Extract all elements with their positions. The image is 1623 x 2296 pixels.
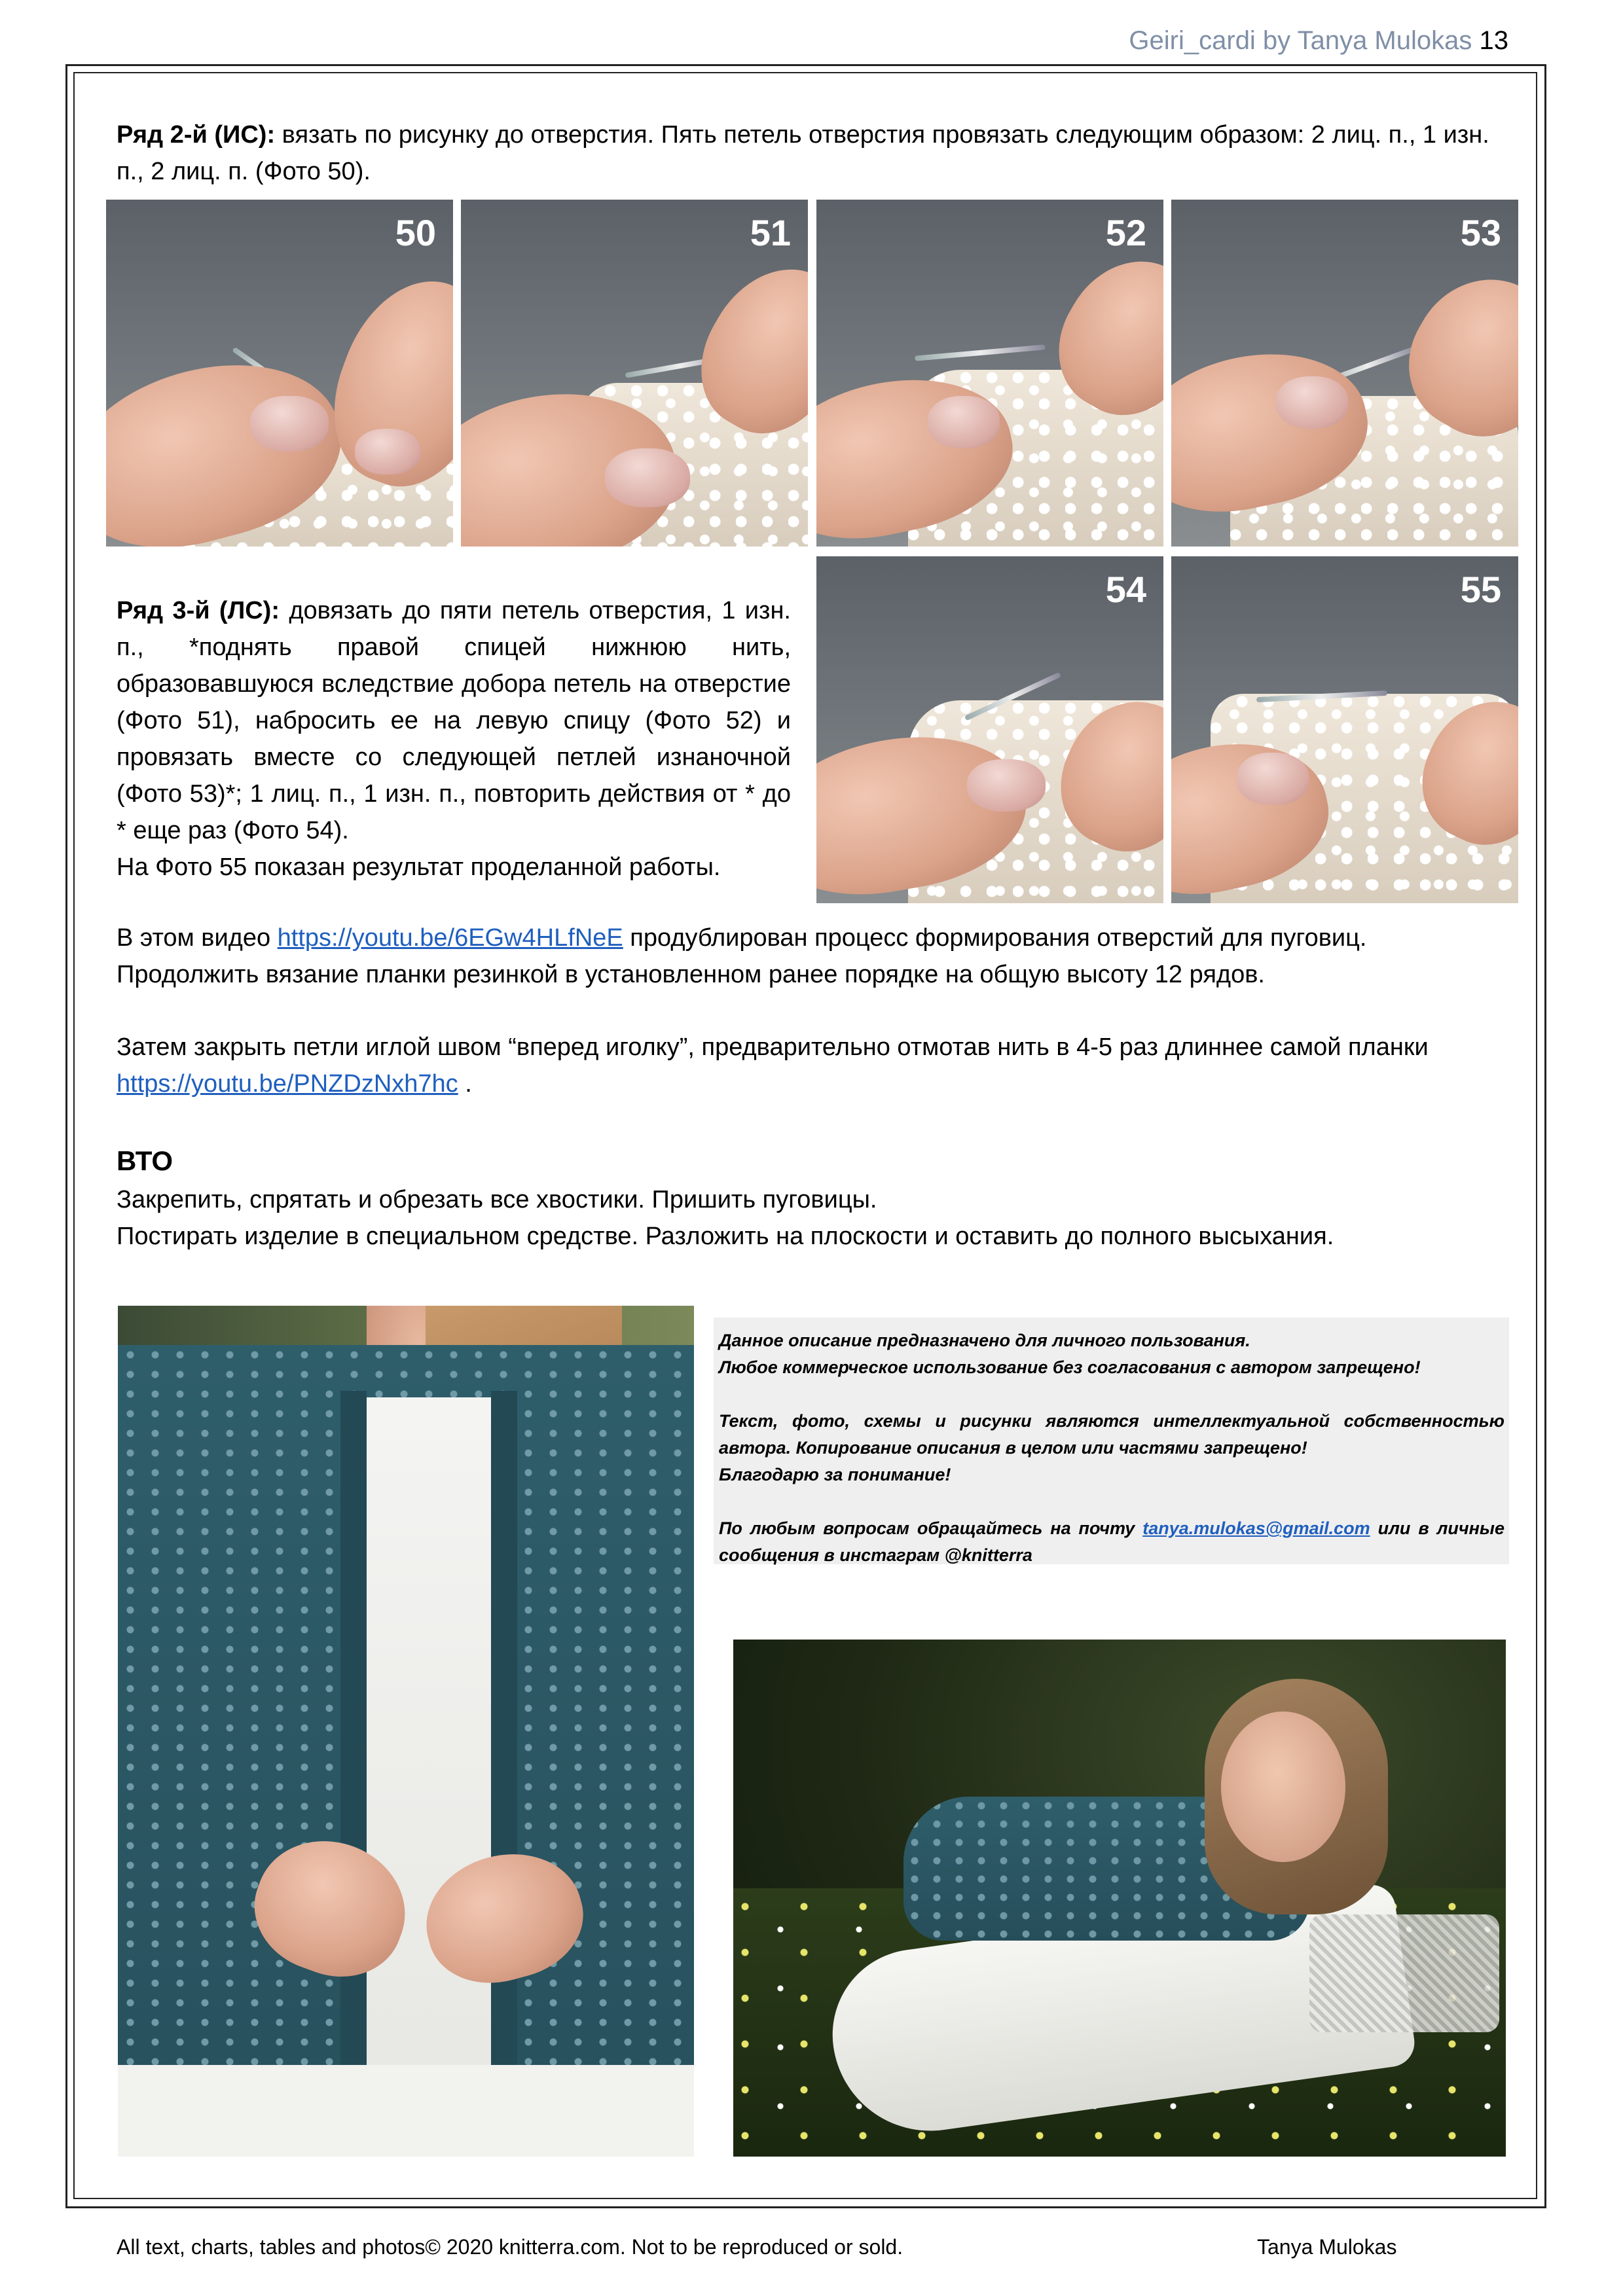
video-paragraph <box>117 920 1518 993</box>
row3-result: На Фото 55 показан результат проделанной работы. <box>117 853 721 881</box>
notice-line-5b: или в личные сообщения в инстаграм @knitterra <box>719 1518 1504 1565</box>
photo-53 <box>1171 200 1518 547</box>
finishing-paragraph <box>117 1181 1518 1255</box>
fingernail <box>250 396 329 452</box>
page-header <box>1129 26 1508 56</box>
button-band <box>340 1391 367 2157</box>
email-link[interactable]: tanya.mulokas@gmail.com <box>1142 1518 1370 1538</box>
row2-text: вязать по рисунку до отверстия. Пять петель отверстия провязать следующим образом: 2 лиц. п., 1 изн. п., 2 лиц. п. (Фото 50). <box>117 121 1489 185</box>
photo-number: 54 <box>1105 569 1146 610</box>
row3-paragraph <box>117 592 791 849</box>
photo-number: 55 <box>1460 569 1501 610</box>
header-title: Geiri_cardi by Tanya Mulokas <box>1129 26 1472 55</box>
lace-shawl <box>1309 1914 1499 2032</box>
notice-line-2: Любое коммерческое использование без согласования с автором запрещено! <box>719 1357 1421 1377</box>
notice-line-4: Благодарю за понимание! <box>719 1465 951 1484</box>
fingernail <box>1276 376 1348 429</box>
notice-line-5 <box>719 1515 1504 1569</box>
button-band <box>491 1391 517 2157</box>
row3-text: довязать до пяти петель отверстия, 1 изн. п., *поднять правой спицей нижнюю нить, образовавшуюся вследствие добора петель на отверстие (Фото 51), набросить ее на левую спицу (Фото 52) и провязать вместе со следующей петлей изнаночной (Фото 53)*; 1 лиц. п., 1 изн. п., повторить действия от * до * еще раз (Фото 54). <box>117 597 791 844</box>
video-before: В этом видео <box>117 924 278 952</box>
photo-50 <box>106 200 453 547</box>
video-link-2[interactable]: https://youtu.be/PNZDzNxh7hc <box>117 1070 458 1098</box>
woman-on-grass-photo <box>733 1640 1506 2157</box>
cardigan-front-photo <box>118 1306 694 2157</box>
photo-number: 52 <box>1105 212 1146 253</box>
fingernail <box>605 448 690 507</box>
fingernail <box>355 429 420 475</box>
photo-55 <box>1171 556 1518 903</box>
video-after: продублирован процесс формирования отверстий для пуговиц. <box>623 924 1367 952</box>
notice-line-5a: По любым вопросам обращайтесь на почту <box>719 1518 1143 1538</box>
photo-52 <box>816 200 1163 547</box>
skirt <box>118 2065 694 2157</box>
notice-line-3: Текст, фото, схемы и рисунки являются интеллектуальной собственностью автора. Копирование описания в целом или частями запрещено! <box>719 1411 1504 1458</box>
photo-number: 51 <box>750 212 791 253</box>
close-paragraph <box>117 1029 1518 1102</box>
photo-number: 53 <box>1460 212 1501 253</box>
knitting-needle <box>915 344 1046 361</box>
face <box>1221 1712 1345 1862</box>
row2-paragraph <box>117 117 1511 190</box>
row3-label: Ряд 3-й (ЛС): <box>117 597 280 624</box>
row2-label: Ряд 2-й (ИС): <box>117 121 276 149</box>
notice-line-1: Данное описание предназначено для личного пользования. <box>719 1331 1250 1350</box>
notice-text <box>719 1327 1504 1569</box>
finishing-line-1: Закрепить, спрятать и обрезать все хвостики. Пришить пуговицы. <box>117 1186 877 1213</box>
white-dress <box>360 1397 504 2157</box>
photo-54 <box>816 556 1163 903</box>
video-link-1[interactable]: https://youtu.be/6EGw4HLfNeE <box>277 924 623 952</box>
fingernail <box>1237 753 1309 805</box>
finishing-heading: ВТО <box>117 1145 173 1176</box>
fingernail <box>967 759 1046 812</box>
finishing-line-2: Постирать изделие в специальном средстве. Разложить на плоскости и оставить до полного высыхания. <box>117 1223 1334 1250</box>
photo-number: 50 <box>395 212 436 253</box>
footer-author: Tanya Mulokas <box>1257 2235 1397 2259</box>
footer-copyright: All text, charts, tables and photos© 2020 knitterra.com. Not to be reproduced or sold. <box>117 2235 903 2259</box>
page-number: 13 <box>1479 26 1508 55</box>
continue-text: Продолжить вязание планки резинкой в установленном ранее порядке на общую высоту 12 рядов. <box>117 961 1265 988</box>
fingernail <box>928 396 1000 448</box>
photo-51 <box>461 200 808 547</box>
close-end: . <box>458 1070 472 1098</box>
close-text: Затем закрыть петли иглой швом “вперед иголку”, предварительно отмотав нить в 4-5 раз длиннее самой планки <box>117 1033 1429 1061</box>
